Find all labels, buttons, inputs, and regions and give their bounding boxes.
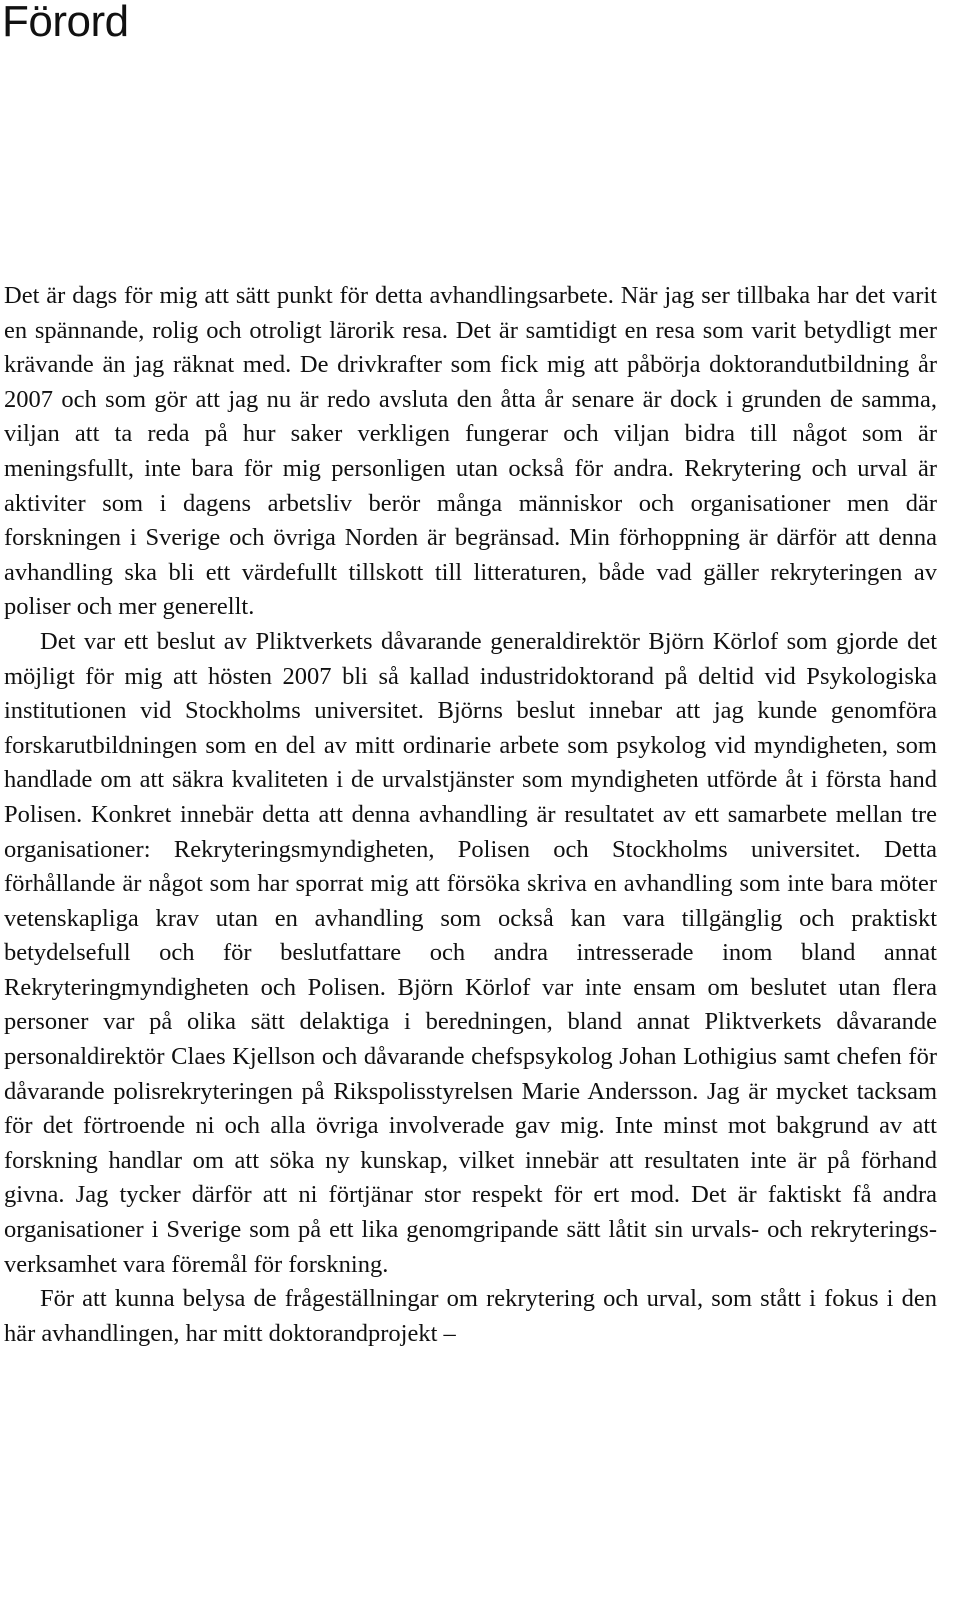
page-title: Förord: [2, 0, 129, 46]
paragraph-1: Det är dags för mig att sätt punkt för detta avhandlingsarbete. När jag ser tillbaka har det varit en spännande, rolig och otroligt lärorik resa. Det är samtidigt en resa som varit betydligt mer krävande än jag räknat med. De drivkrafter som fick mig att påbörja doktorandutbildning år 2007 och som gör att jag nu är redo avsluta den åtta år senare är dock i grunden de samma, viljan att ta reda på hur saker verkligen fungerar och viljan bidra till något som är meningsfullt, inte bara för mig personligen utan också för andra. Rekrytering och urval är aktiviter som i dagens arbetsliv berör många människor och organisationer men där forskningen i Sverige och övriga Norden är begränsad. Min förhoppning är därför att denna avhandling ska bli ett värdefullt tillskott till litteraturen, både vad gäller rekryteringen av poliser och mer generellt.: [4, 282, 937, 621]
preface-body: [4, 279, 937, 1351]
paragraph-2: Det var ett beslut av Pliktverkets dåvarande generaldirektör Björn Körlof som gjorde det möjligt för mig att hösten 2007 bli så kallad industridoktorand på deltid vid Psykologiska institutionen vid Stockholms universitet. Björns beslut innebar att jag kunde genomföra forskarutbildningen som en del av mitt ordinarie arbete som psykolog vid myndigheten, som handlade om att säkra kvaliteten i de urvalstjänster som myndigheten utförde åt i första hand Polisen. Konkret innebär detta att denna avhandling är resultatet av ett samarbete mellan tre organisationer: Rekryteringsmyndigheten, Polisen och Stockholms universitet. Detta förhållande är något som har sporrat mig att försöka skriva en avhandling som inte bara möter vetenskapliga krav utan en avhandling som också kan vara tillgänglig och praktiskt betydelsefull och för beslutfattare och andra intresserade inom bland annat Rekryteringmyndigheten och Polisen. Björn Körlof var inte ensam om beslutet utan flera personer var på olika sätt delaktiga i beredningen, bland annat Pliktverkets dåvarande personaldirektör Claes Kjellson och dåvarande chefspsykolog Johan Lothigius samt chefen för dåvarande polisrekryteringen på Rikspolisstyrelsen Marie Andersson. Jag är mycket tacksam för det förtroende ni och alla övriga involverade gav mig. Inte minst mot bakgrund av att forskning handlar om att söka ny kunskap, vilket innebär att resultaten inte är på förhand givna. Jag tycker därför att ni förtjänar stor respekt för ert mod. Det är faktiskt få andra organisationer i Sverige som på ett lika genomgripande sätt låtit sin urvals- och rekryteringsverksamhet vara föremål för forskning.: [4, 627, 937, 1278]
paragraph-3: För att kunna belysa de frågeställningar om rekrytering och urval, som stått i fokus i den här avhandlingen, har mitt doktorandprojekt –: [4, 1285, 937, 1347]
